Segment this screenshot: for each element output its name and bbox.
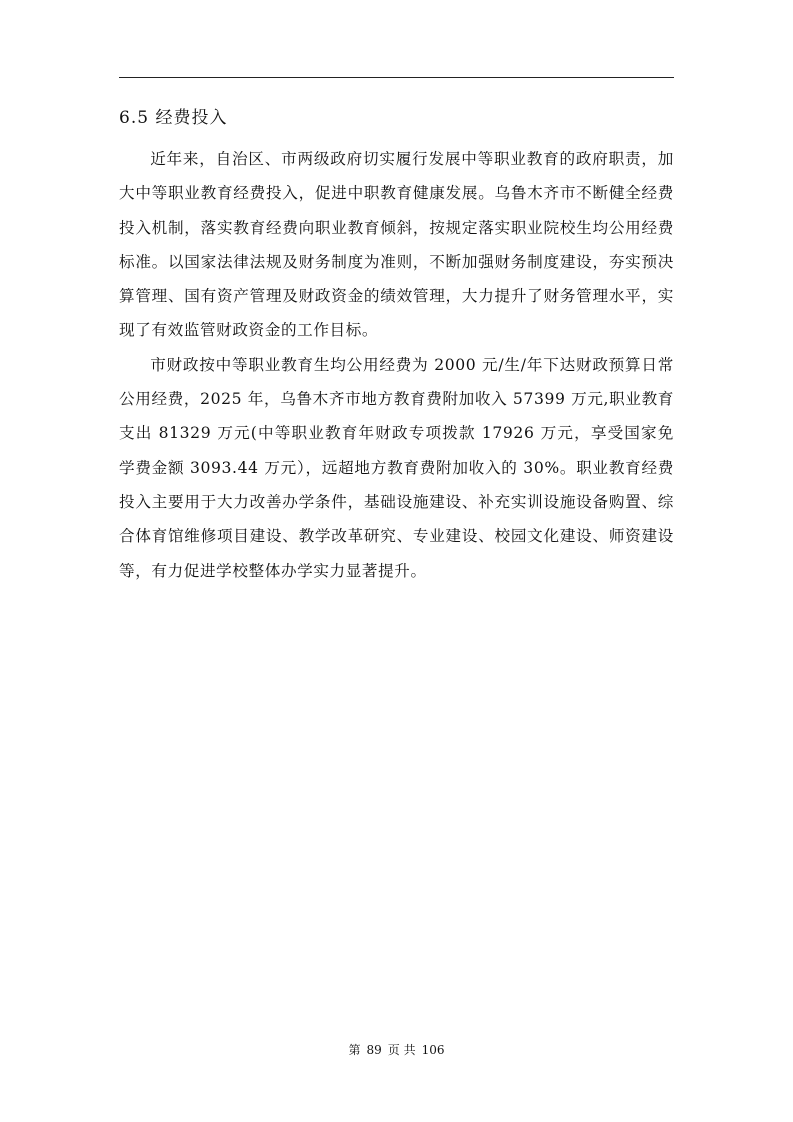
paragraph-funding-policy: 近年来，自治区、市两级政府切实履行发展中等职业教育的政府职责，加大中等职业教育经费投入，促进中职教育健康发展。乌鲁木齐市不断健全经费投入机制，落实教育经费向职业教育倾斜，按规定落实职业院校生均公用经费标准。以国家法律法规及财务制度为准则，不断加强财务制度建设，夯实预决算管理、国有资产管理及财政资金的绩效管理，大力提升了财务管理水平，实现了有效监管财政资金的工作目标。: [119, 150, 674, 340]
body-text: [119, 142, 674, 588]
page-total: 106: [421, 1043, 445, 1057]
header-rule: [119, 77, 674, 78]
paragraph-funding-figures: 市财政按中等职业教育生均公用经费为 2000 元/生/年下达财政预算日常公用经费，2025 年，乌鲁木齐市地方教育费附加收入 57399 万元,职业教育支出 81329 万元(中等职业教育年财政专项拨款 17926 万元，享受国家免学费金额 3093.44 万元），远超地方教育费附加收入的 30%。职业教育经费投入主要用于大力改善办学条件，基础设施建设、补充实训设施设备购置、综合体育馆维修项目建设、教学改革研究、专业建设、校园文化建设、师资建设等，有力促进学校整体办学实力显著提升。: [119, 355, 674, 580]
footer-prefix: 第: [348, 1043, 361, 1057]
page-number: 89: [366, 1043, 382, 1057]
page-footer: [0, 1042, 793, 1058]
footer-middle: 页 共: [387, 1043, 416, 1057]
section-heading: 6.5 经费投入: [119, 108, 228, 128]
